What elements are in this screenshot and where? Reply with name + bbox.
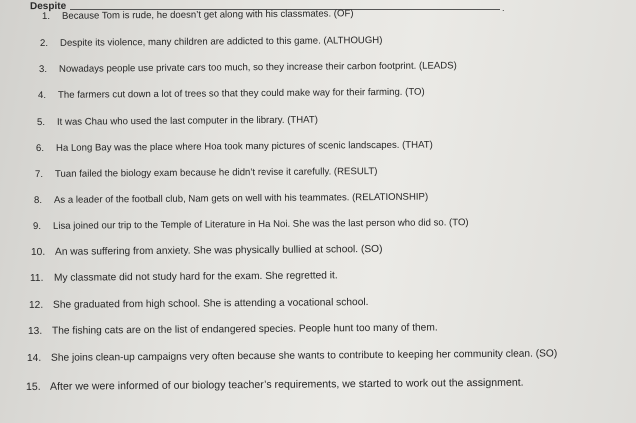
item-text: Because Tom is rude, he doesn’t get along with his classmates. (OF)	[61, 8, 354, 22]
item-number: 11.	[29, 272, 44, 284]
item-number: 2.	[39, 37, 49, 49]
exercise-item-15	[26, 377, 524, 393]
item-number: 14.	[26, 352, 42, 364]
item-number: 3.	[38, 63, 48, 75]
exercise-item-5	[37, 115, 318, 128]
item-text: My classmate did not study hard for the exam. She regretted it.	[53, 270, 338, 284]
item-text: The fishing cats are on the list of endangered species. People hunt too many of them.	[51, 322, 438, 337]
exercise-item-14	[27, 348, 557, 364]
exercise-item-7	[35, 166, 378, 180]
exercise-item-11	[30, 270, 338, 284]
item-text: Despite its violence, many children are addicted to this game. (ALTHOUGH)	[59, 35, 383, 49]
item-text: An was suffering from anxiety. She was physically bullied at school. (SO)	[54, 243, 383, 258]
item-number: 6.	[35, 142, 45, 154]
item-number: 15.	[25, 380, 41, 393]
item-text: She joins clean-up campaigns very often because she wants to contribute to keeping her community clean. (SO)	[50, 348, 558, 364]
header-label: Despite	[29, 0, 67, 13]
item-number: 1.	[41, 10, 51, 22]
item-number: 10.	[30, 246, 46, 258]
item-text: After we were informed of our biology teacher’s requirements, we started to work out the assignment.	[49, 376, 524, 393]
item-text: Lisa joined our trip to the Temple of Literature in Ha Noi. She was the last person who did so. (TO)	[52, 217, 469, 232]
exercise-item-4	[38, 87, 425, 101]
item-number: 12.	[28, 299, 44, 311]
item-text: The farmers cut down a lot of trees so that they could make way for their farming. (TO)	[57, 86, 425, 101]
item-number: 4.	[37, 89, 47, 101]
item-number: 9.	[32, 220, 42, 232]
exercise-item-6	[36, 140, 433, 154]
item-text: Ha Long Bay was the place where Hoa took many pictures of scenic landscapes. (THAT)	[55, 139, 433, 154]
item-number: 7.	[34, 168, 44, 180]
item-number: 5.	[36, 116, 46, 128]
exercise-item-10	[31, 244, 383, 258]
item-text: It was Chau who used the last computer in the library. (THAT)	[56, 114, 318, 128]
item-text: She graduated from high school. She is attending a vocational school.	[52, 297, 369, 311]
header-period: .	[502, 3, 505, 13]
exercise-item-1	[42, 8, 354, 22]
exercise-item-8	[34, 192, 428, 206]
item-number: 13.	[27, 325, 43, 337]
item-text: Nowadays people use private cars too much, so they increase their carbon footprint. (LEADS)	[58, 60, 457, 75]
item-number: 8.	[33, 194, 43, 206]
item-text: Tuan failed the biology exam because he didn’t revise it carefully. (RESULT)	[54, 166, 378, 180]
exercise-item-9	[33, 217, 469, 232]
exercise-item-3	[39, 60, 457, 75]
exercise-item-13	[28, 322, 438, 337]
exercise-item-12	[29, 297, 369, 311]
item-text: As a leader of the football club, Nam gets on well with his teammates. (RELATIONSHIP)	[53, 191, 429, 206]
exercise-item-2	[40, 35, 383, 49]
